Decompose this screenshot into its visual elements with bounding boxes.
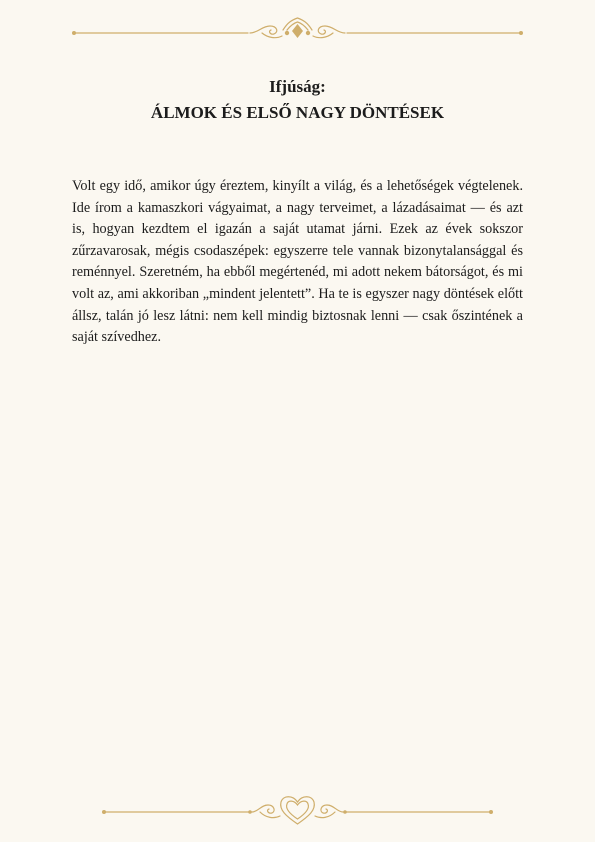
- heart-flourish-divider-icon: [0, 790, 595, 830]
- page-title: [60, 74, 535, 126]
- title-line-2: ÁLMOK ÉS ELSŐ NAGY DÖNTÉSEK: [150, 103, 445, 122]
- intro-paragraph: Volt egy idő, amikor úgy éreztem, kinyílt a világ, és a lehetőségek végtelenek. Ide írom a kamaszkori vágyaimat, a nagy terveimet, a lázadásaimat — és azt is, hogyan kezdtem el igazán a saját utamat járni. Ezek az évek sokszor zűrzavarosak, mégis csodaszépek: egyszerre tele vannak bizonytalansággal és reménnyel. Szeretném, ha ebből megértenéd, mi adott nekem bátorságot, és mi volt az, ami akkoriban „mindent jelentett”. Ha te is egyszer nagy döntések előtt állsz, talán jó lesz látni: nem kell mindig biztosnak lenni — csak őszintének a saját szívedhez.: [72, 178, 523, 346]
- title-line-1: Ifjúság:: [269, 77, 326, 96]
- flourish-divider-icon: [0, 14, 595, 46]
